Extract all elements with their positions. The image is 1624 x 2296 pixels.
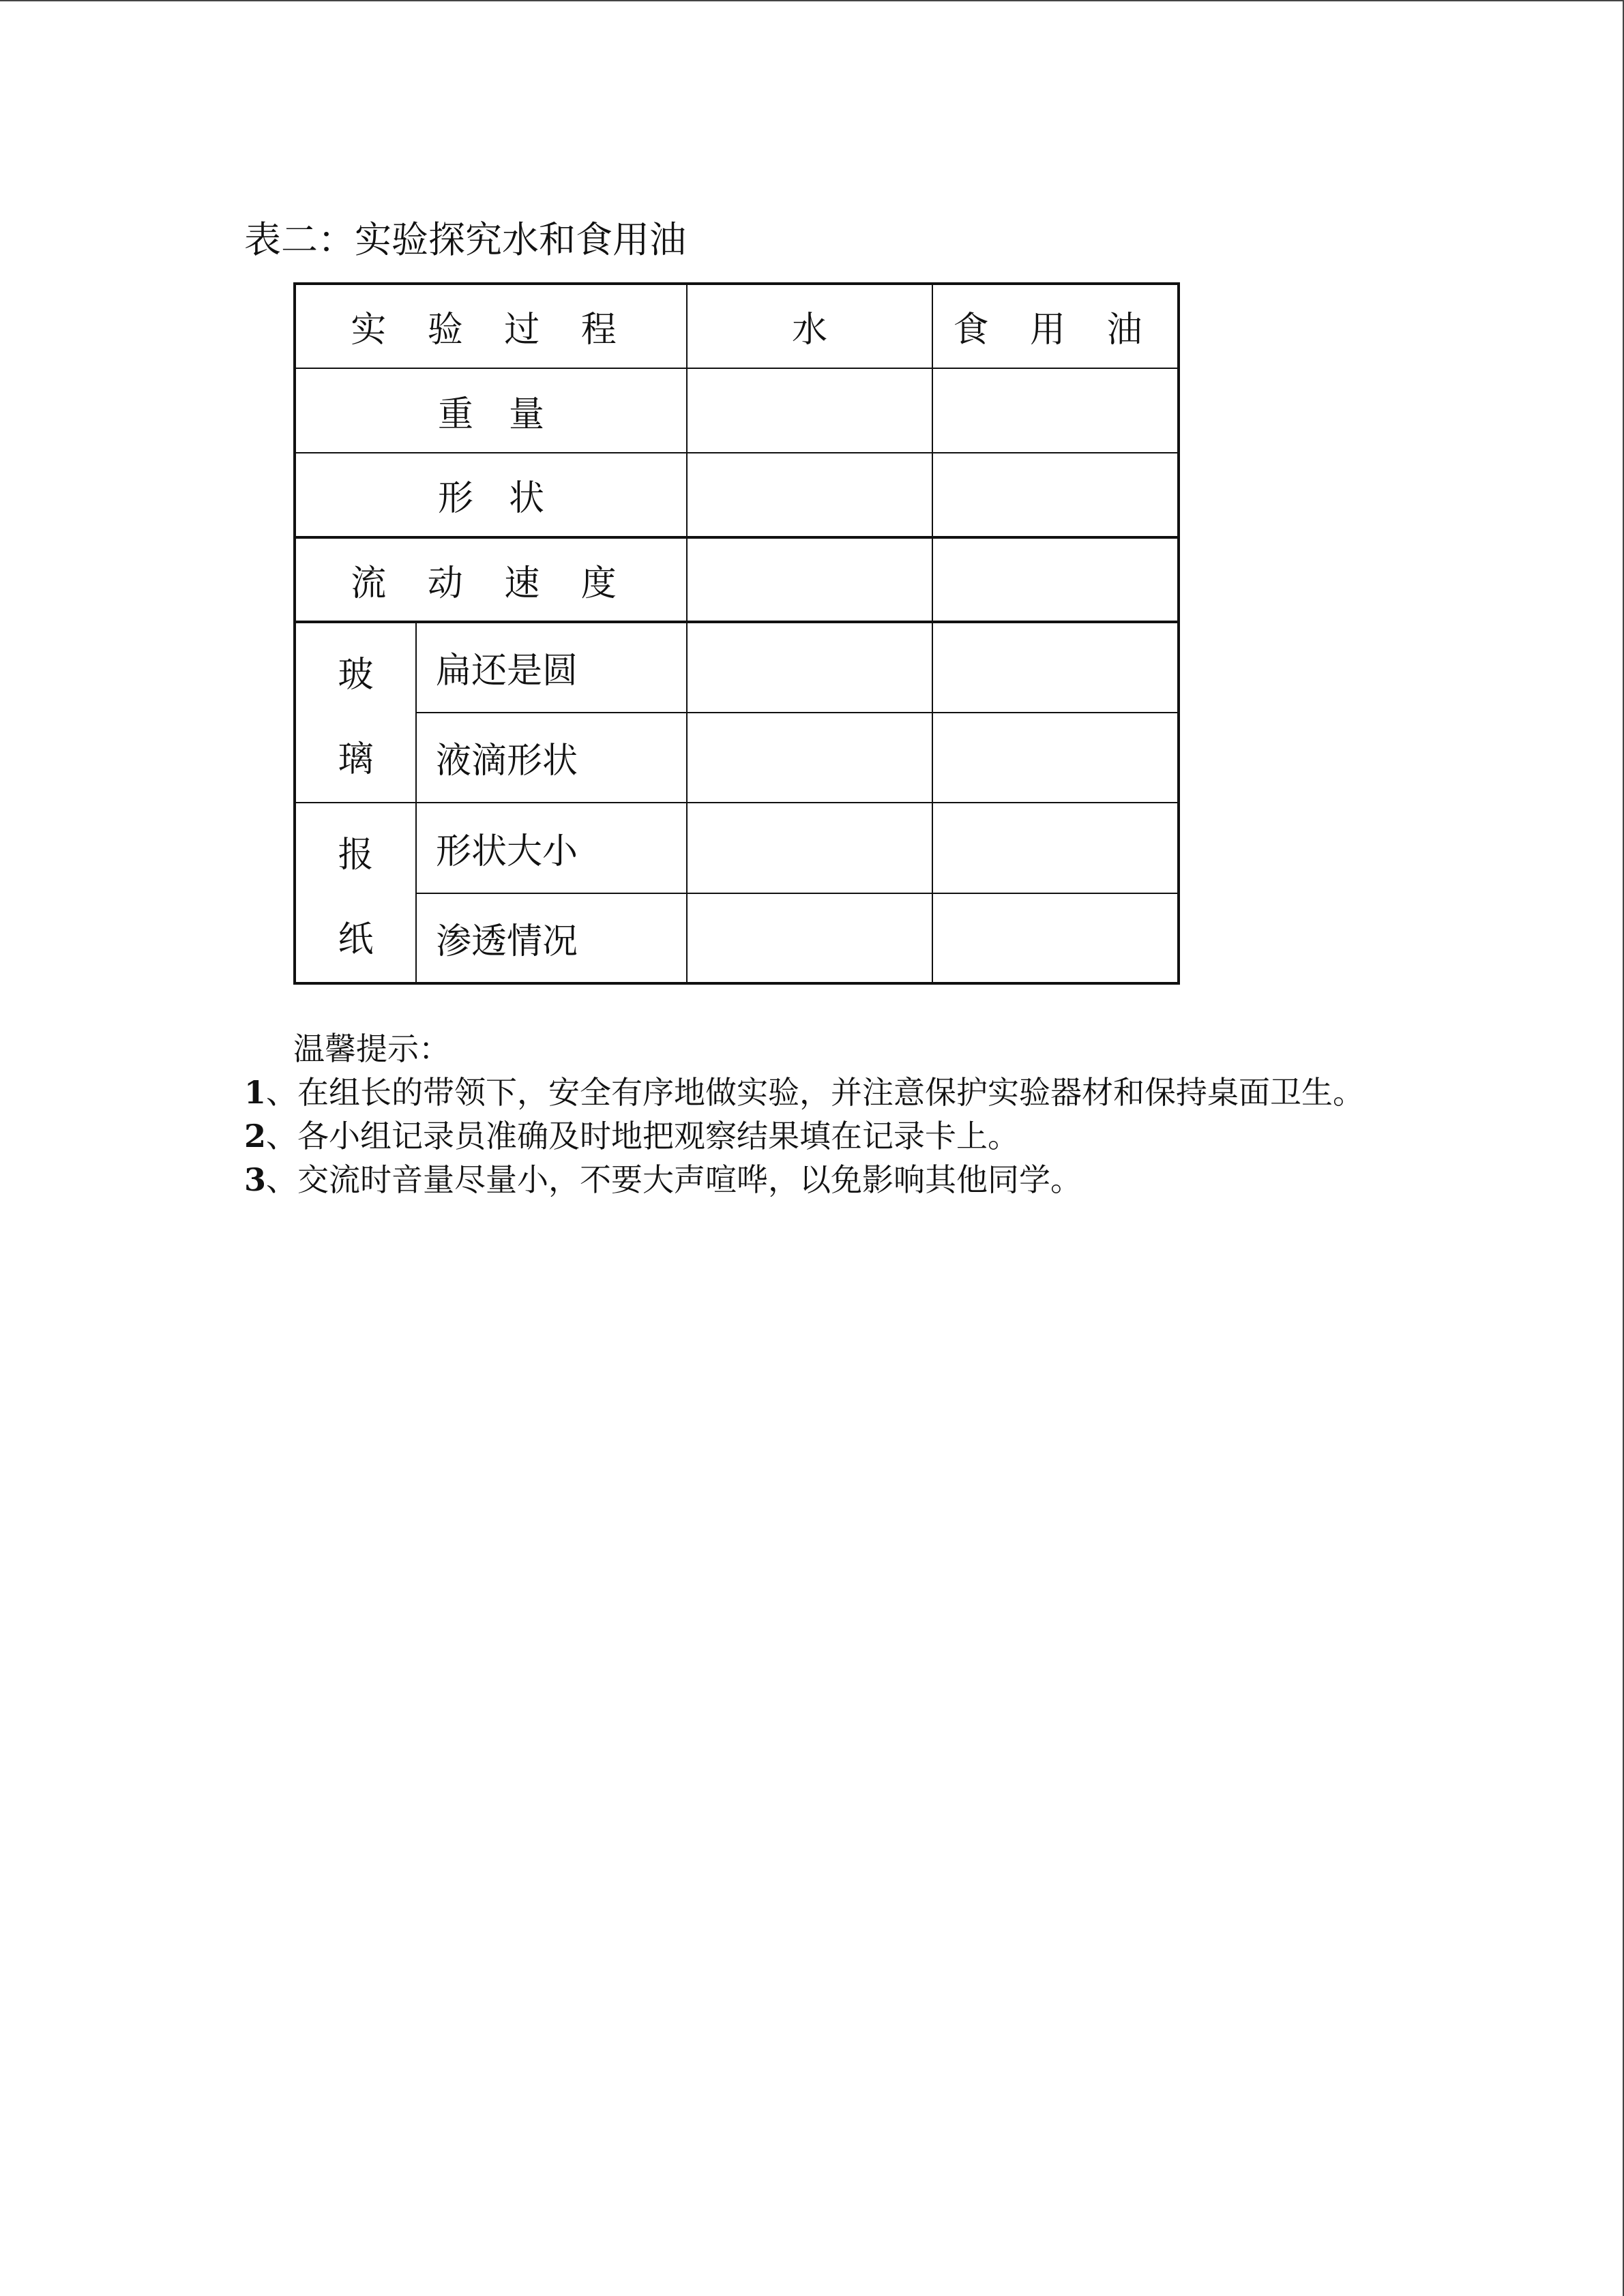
- header-process: [295, 284, 687, 368]
- header-water: [687, 284, 932, 368]
- cell-shape-water[interactable]: [687, 453, 932, 537]
- cell-penetration-oil[interactable]: [932, 893, 1179, 984]
- cell-droplet-shape-oil[interactable]: [932, 713, 1179, 803]
- tip-number-3: 3: [244, 1161, 267, 1198]
- table-row-glass-1: [295, 622, 1179, 713]
- tips-heading: 温馨提示：: [293, 1030, 450, 1067]
- tip-text-3: 、交流时音量尽量小，不要大声喧哗，以免影响其他同学。: [266, 1161, 1082, 1198]
- page-top-border: [0, 0, 1624, 1]
- cell-flat-or-round-oil[interactable]: [932, 622, 1179, 713]
- table-row-paper-2: [295, 893, 1179, 984]
- group-label-paper-top: 报: [338, 835, 374, 876]
- cell-shape-size-oil[interactable]: [932, 803, 1179, 893]
- row-label-flow-speed-text: 流 动 速 度: [351, 563, 632, 604]
- tip-text-1: 、在组长的带领下，安全有序地做实验，并注意保护实验器材和保持桌面卫生。: [266, 1074, 1365, 1111]
- experiment-table: [293, 282, 1180, 985]
- header-oil-label: 食 用 油: [953, 310, 1157, 351]
- row-label-shape: 形 状: [295, 453, 687, 537]
- cell-flat-or-round-water[interactable]: [687, 622, 932, 713]
- group-label-paper-bottom: 纸: [338, 919, 374, 960]
- tips-section: [244, 1027, 1370, 1202]
- header-oil: [932, 284, 1179, 368]
- table-row-paper-1: [295, 803, 1179, 893]
- cell-flow-speed-water[interactable]: [687, 537, 932, 622]
- header-process-label: 实 验 过 程: [351, 310, 632, 351]
- tip-item-2: [244, 1114, 1370, 1158]
- header-water-label: 水: [791, 310, 827, 351]
- group-label-glass-bottom: 璃: [338, 739, 374, 780]
- document-title: 表二：实验探究水和食用油: [244, 218, 686, 261]
- row-label-shape-size: 形状大小: [416, 803, 687, 893]
- cell-penetration-water[interactable]: [687, 893, 932, 984]
- cell-weight-oil[interactable]: [932, 368, 1179, 453]
- table-row-weight: [295, 368, 1179, 453]
- row-label-weight: 重 量: [295, 368, 687, 453]
- table-row-glass-2: [295, 713, 1179, 803]
- cell-droplet-shape-water[interactable]: [687, 713, 932, 803]
- table-header-row: [295, 284, 1179, 368]
- tip-item-3: [244, 1158, 1370, 1202]
- group-label-paper: [295, 803, 416, 983]
- cell-shape-oil[interactable]: [932, 453, 1179, 537]
- tip-text-2: 、各小组记录员准确及时地把观察结果填在记录卡上。: [266, 1118, 1020, 1154]
- row-label-flow-speed: [295, 537, 687, 622]
- row-label-droplet-shape: 液滴形状: [416, 713, 687, 803]
- tip-number-2: 2: [244, 1118, 267, 1154]
- group-label-glass-top: 玻: [338, 655, 374, 696]
- group-label-glass: [295, 622, 416, 803]
- row-label-flat-or-round: 扁还是圆: [416, 622, 687, 713]
- table-row-flow-speed: [295, 537, 1179, 622]
- cell-weight-water[interactable]: [687, 368, 932, 453]
- tip-number-1: 1: [244, 1074, 267, 1111]
- tip-item-1: [244, 1071, 1370, 1114]
- table-row-shape: [295, 453, 1179, 537]
- row-label-penetration: 渗透情况: [416, 893, 687, 984]
- cell-flow-speed-oil[interactable]: [932, 537, 1179, 622]
- cell-shape-size-water[interactable]: [687, 803, 932, 893]
